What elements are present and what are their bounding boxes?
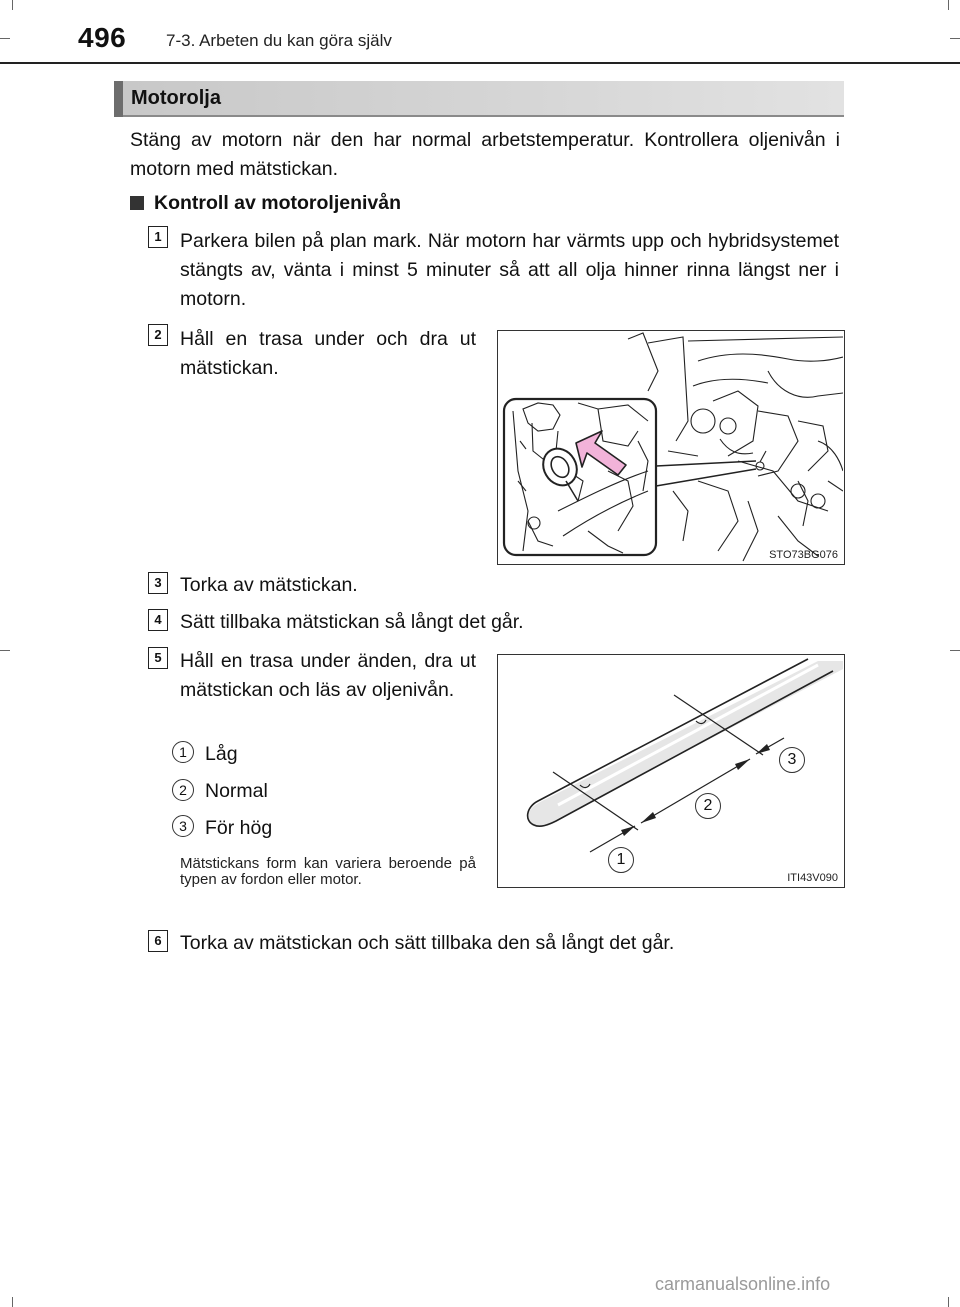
section-title-underline [123, 115, 844, 117]
page-number: 496 [78, 22, 127, 53]
step-number-6: 6 [148, 930, 168, 952]
chapter-title: 7-3. Arbeten du kan göra själv [166, 31, 392, 50]
subheading-text: Kontroll av motoroljenivån [154, 192, 402, 214]
step-2-text: Håll en trasa under och dra ut mätstickan. [180, 328, 476, 379]
step-number-5: 5 [148, 647, 168, 669]
intro-paragraph: Stäng av motorn när den har normal arbetstemperatur. Kontrollera oljenivån i motorn med mätstickan. [130, 129, 840, 180]
crop-mark [0, 650, 10, 651]
crop-mark [12, 0, 13, 10]
engine-bay-illustration [498, 331, 843, 563]
dipstick-figure [497, 654, 845, 888]
step-6-text: Torka av mätstickan och sätt tillbaka den så långt det går. [180, 932, 675, 954]
note-text: Mätstickans form kan variera beroende på typen av fordon eller motor. [180, 855, 476, 888]
watermark: carmanualsonline.info [655, 1274, 831, 1294]
step-1-text: Parkera bilen på plan mark. När motorn har värmts upp och hybridsystemet stängts av, vänta i minst 5 minuter så att all olja hinner rinna längst ner i motorn. [180, 230, 839, 310]
square-bullet-icon [130, 196, 144, 210]
callout-2: 2 [695, 793, 721, 819]
level-number-2: 2 [172, 779, 194, 801]
header-divider [0, 62, 960, 64]
level-label-low: Låg [205, 743, 238, 765]
crop-mark [948, 0, 949, 10]
crop-mark [12, 1297, 13, 1307]
step-number-3: 3 [148, 572, 168, 594]
crop-mark [948, 1297, 949, 1307]
crop-mark [0, 38, 10, 39]
callout-1: 1 [608, 847, 634, 873]
section-title-bar [114, 81, 844, 117]
crop-mark [950, 38, 960, 39]
dipstick-figure-code: ITI43V090 [787, 872, 838, 884]
subheading [130, 192, 401, 215]
callout-3: 3 [779, 747, 805, 773]
level-number-1: 1 [172, 741, 194, 763]
step-4-text: Sätt tillbaka mätstickan så långt det går. [180, 611, 524, 633]
crop-mark [950, 650, 960, 651]
level-label-high: För hög [205, 817, 273, 839]
step-3-text: Torka av mätstickan. [180, 574, 358, 596]
level-label-normal: Normal [205, 780, 268, 802]
engine-figure-code: STO73BG076 [769, 549, 838, 561]
step-number-4: 4 [148, 609, 168, 631]
engine-bay-figure [497, 330, 845, 565]
section-title: Motorolja [131, 87, 221, 109]
step-5-text: Håll en trasa under änden, dra ut mätstickan och läs av oljenivån. [180, 650, 476, 701]
step-number-2: 2 [148, 324, 168, 346]
step-number-1: 1 [148, 226, 168, 248]
level-number-3: 3 [172, 815, 194, 837]
